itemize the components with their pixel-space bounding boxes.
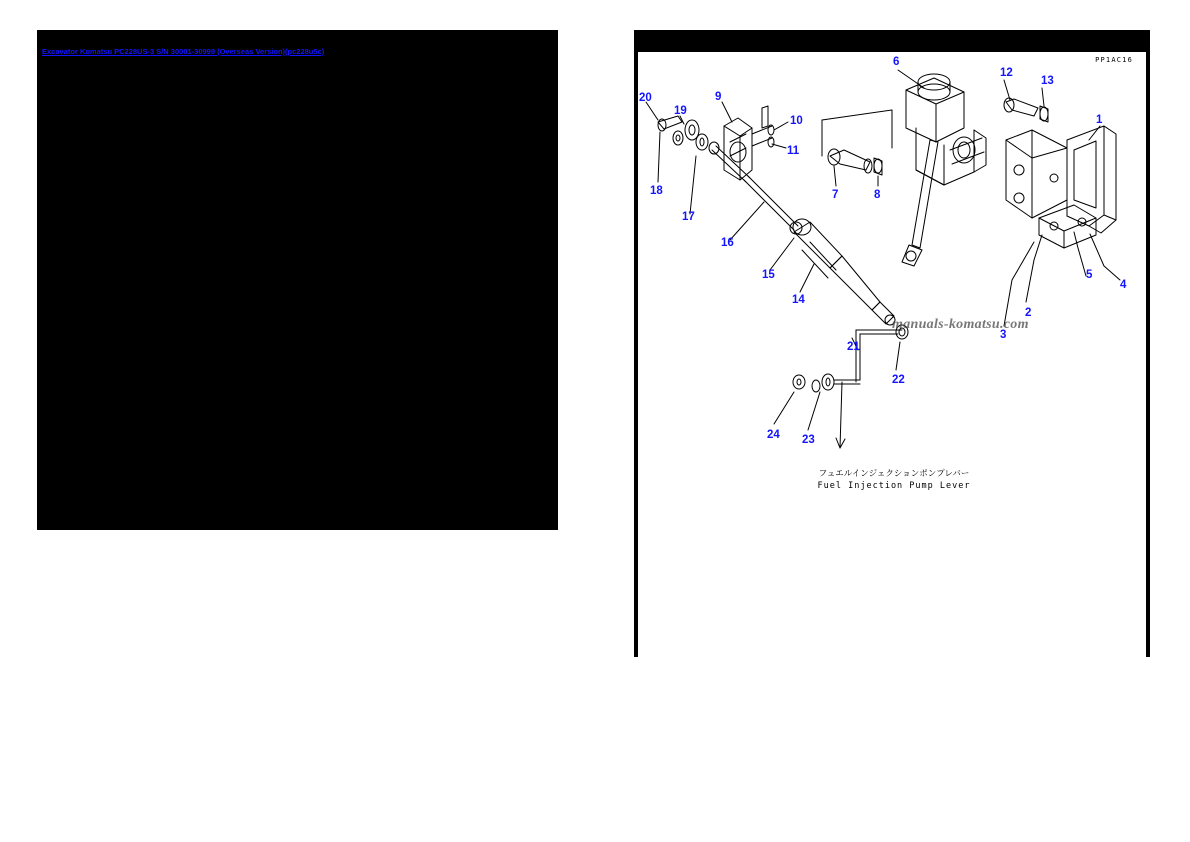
technical-line-drawing <box>634 30 1150 657</box>
caption-japanese: フュエルインジェクションポンプレバー <box>818 469 970 479</box>
callout-8: 8 <box>874 189 881 201</box>
callout-24: 24 <box>767 429 780 441</box>
callout-6: 6 <box>893 56 900 68</box>
callout-2: 2 <box>1025 307 1032 319</box>
caption-english: Fuel Injection Pump Lever <box>817 481 971 491</box>
callout-13: 13 <box>1041 75 1054 87</box>
callout-17: 17 <box>682 211 695 223</box>
callout-19: 19 <box>674 105 687 117</box>
callout-10: 10 <box>790 115 803 127</box>
site-watermark: manuals-komatsu.com <box>892 317 1029 332</box>
callout-16: 16 <box>721 237 734 249</box>
callout-21: 21 <box>847 341 860 353</box>
callout-23: 23 <box>802 434 815 446</box>
document-preview-panel <box>37 30 558 530</box>
callout-12: 12 <box>1000 67 1013 79</box>
parts-diagram-panel <box>634 30 1150 657</box>
callout-11: 11 <box>787 145 800 157</box>
drawing-code-label: PP1AC16 <box>1095 56 1133 64</box>
diagram-caption <box>774 467 1014 491</box>
callout-22: 22 <box>892 374 905 386</box>
callout-1: 1 <box>1096 114 1103 126</box>
callout-5: 5 <box>1086 269 1093 281</box>
callout-3: 3 <box>1000 329 1007 341</box>
callout-7: 7 <box>832 189 839 201</box>
callout-14: 14 <box>792 294 805 306</box>
callout-15: 15 <box>762 269 775 281</box>
callout-9: 9 <box>715 91 722 103</box>
callout-4: 4 <box>1120 279 1127 291</box>
catalog-title-link[interactable]: Excavator Komatsu PC228US-3 S/N 30001-30999 (Overseas Version)(pc228u5c) <box>42 47 325 56</box>
callout-20: 20 <box>639 92 652 104</box>
callout-18: 18 <box>650 185 663 197</box>
